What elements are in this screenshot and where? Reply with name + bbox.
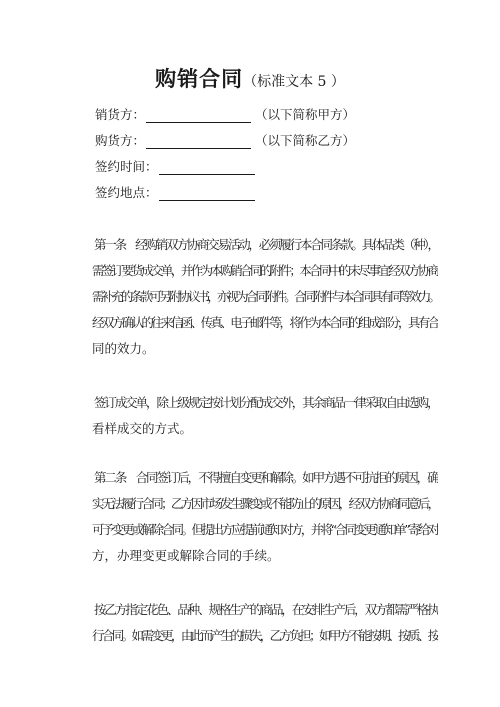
paragraph-line: 看样成交的方式。 (92, 421, 193, 436)
paragraph-line: 同的效力。 (92, 341, 155, 356)
paragraph-line: 需签订要货成交单，并作为本购销合同的附件；本合同中的未尽事宜经双方协商 (92, 263, 438, 278)
seller-label: 销货方： (95, 107, 146, 122)
paragraph-line: 方，办理变更或解除合同的手续。 (92, 548, 280, 563)
paragraph-line: 实无法履行合同；乙方因市场发生骤变或不能防止的原因，经双方协商同意后， (92, 496, 438, 511)
seller-note: （以下简称甲方） (255, 107, 356, 122)
sign-date-blank (159, 161, 255, 175)
paragraph-line: 按乙方指定花色、品种、规格生产的商品，在安排生产后，双方都需严格执 (94, 602, 438, 617)
paragraph-line: 第二条 合同签订后，不得擅自变更和解除。如甲方遇不可抗拒的原因，确 (94, 470, 438, 485)
paragraph-line: 签订成交单，除上级规定按计划分配成交外，其余商品一律采取自由选购， (94, 395, 438, 410)
sign-place-label: 签约地点： (95, 185, 158, 200)
paragraph-line: 需补充的条款可另附协议书，亦视为合同附件。合同附件与本合同具有同等效力。 (92, 289, 438, 304)
title-subtitle: （标准文本 5 ） (243, 74, 345, 90)
paragraph-line: 第一条 经购销双方协商交易活动，必须履行本合同条款。具体品类（种）， (94, 237, 438, 252)
order-paragraph (92, 390, 438, 442)
sign-place-blank (159, 187, 255, 201)
custom-order-paragraph (92, 597, 438, 649)
sign-place-field (95, 185, 255, 201)
sign-date-field (95, 159, 255, 175)
seller-field (95, 107, 355, 123)
buyer-field (95, 133, 355, 149)
buyer-blank (146, 135, 251, 149)
paragraph-line: 可予变更或解除合同。但提出方应提前通知对方，并将“合同变更通知单”寄给对 (92, 522, 438, 537)
buyer-label: 购货方： (95, 133, 146, 148)
article-2-paragraph (92, 465, 438, 569)
seller-blank (146, 109, 251, 123)
buyer-note: （以下简称乙方） (255, 133, 356, 148)
sign-date-label: 签约时间： (95, 159, 158, 174)
article-1-paragraph (92, 232, 438, 362)
title-main: 购销合同 (155, 66, 244, 91)
paragraph-line: 经双方确认的往来信函、传真、电子邮件等，将作为本合同的组成部分，具有合 (92, 315, 438, 330)
paragraph-line: 行合同。如需变更，由此而产生的损失，乙方负担；如甲方不能按期、按质、按 (92, 628, 438, 643)
page-title (0, 63, 500, 93)
